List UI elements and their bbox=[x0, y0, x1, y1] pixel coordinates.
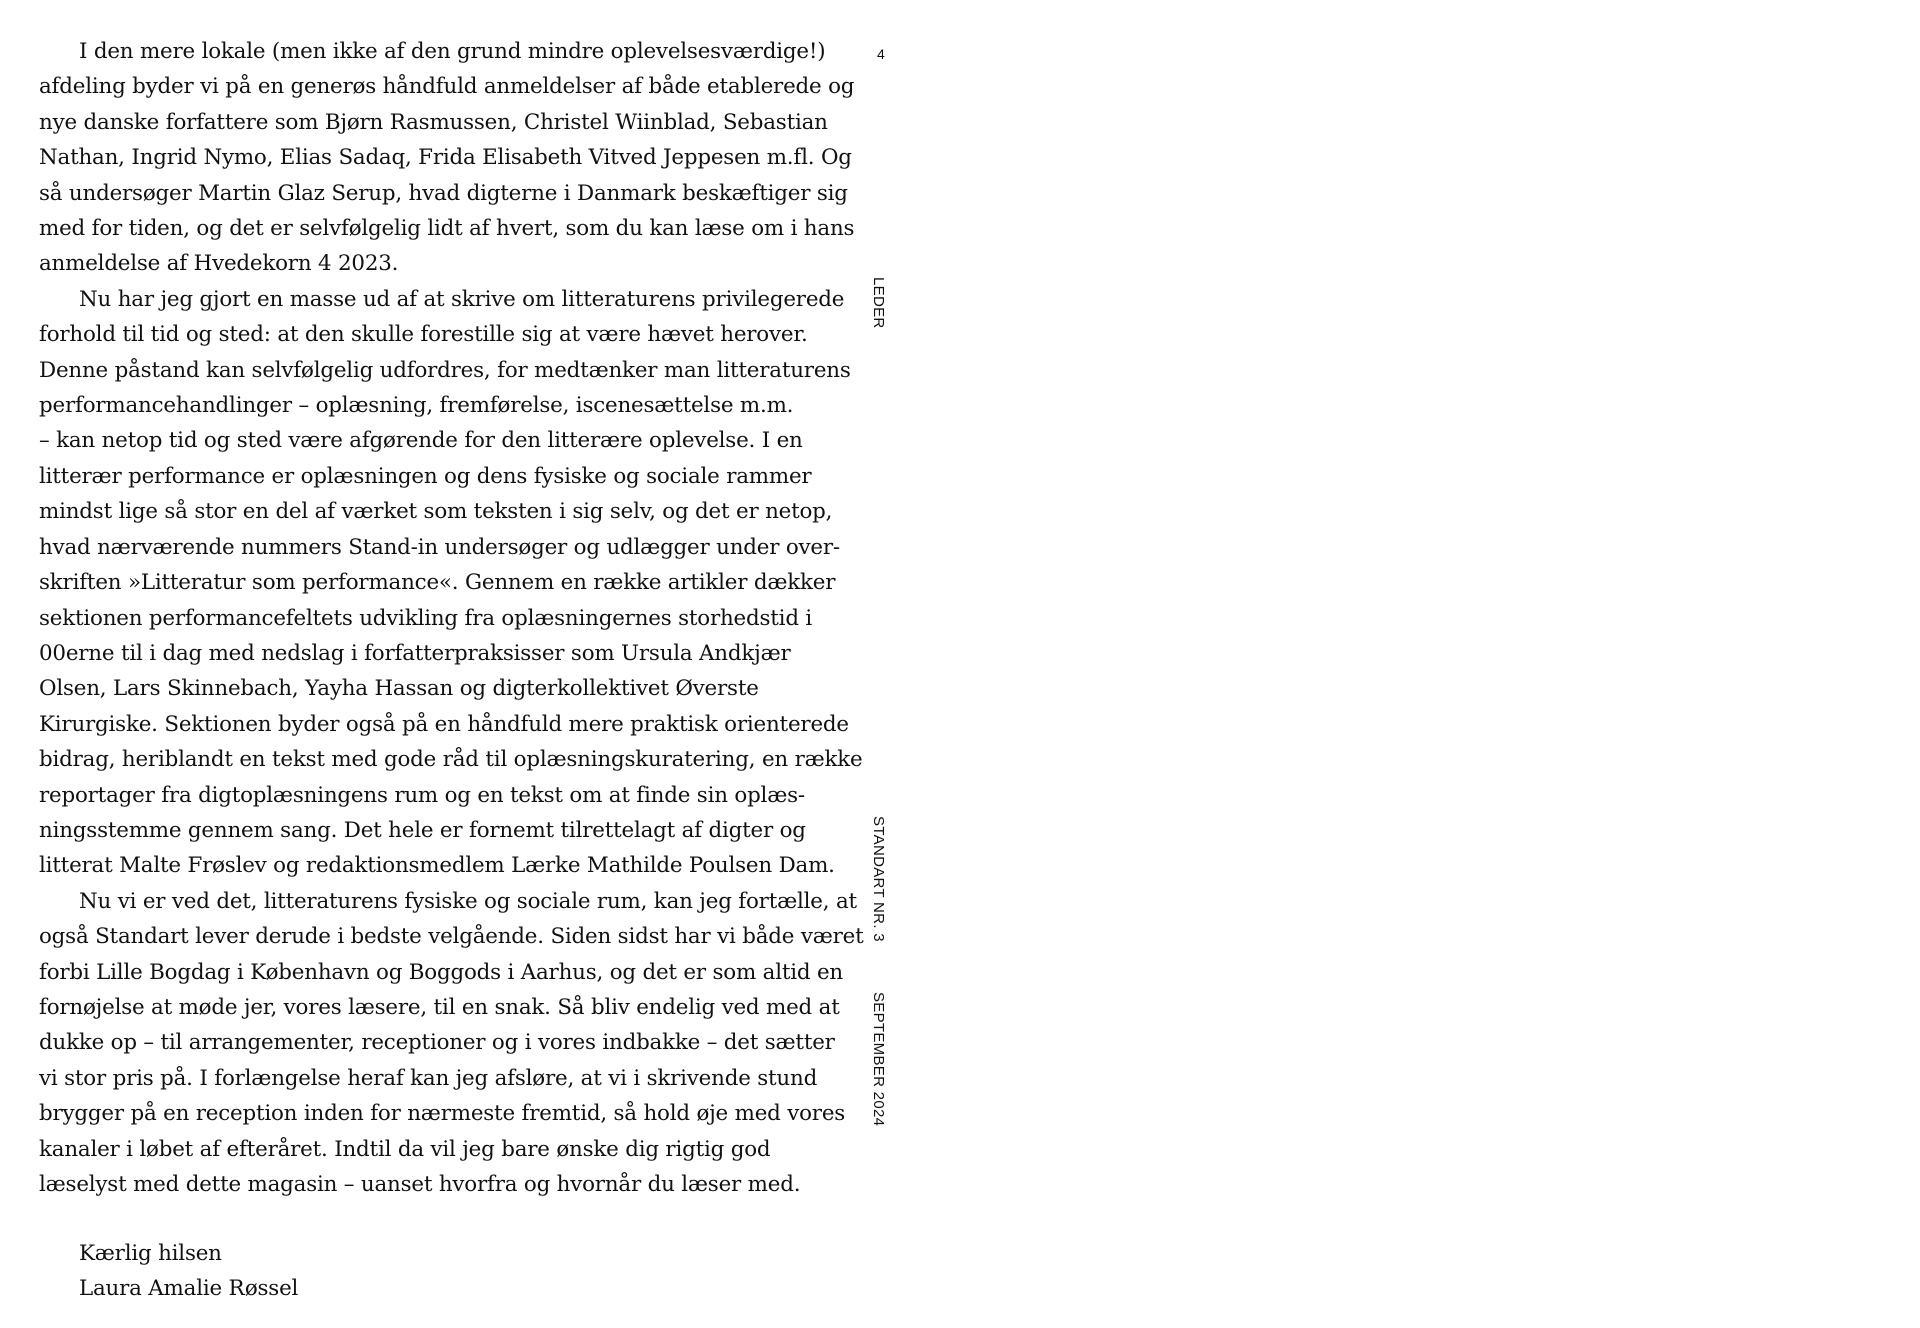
running-head-section: LEDER bbox=[870, 277, 887, 329]
text-line: Olsen, Lars Skinnebach, Yayha Hassan og digterkollektivet Øverste bbox=[39, 676, 759, 702]
closing-block bbox=[79, 1236, 298, 1307]
text-line: forhold til tid og sted: at den skulle forestille sig at være hævet herover. bbox=[39, 322, 808, 348]
text-line: fornøjelse at møde jer, vores læsere, til en snak. Så bliv endelig ved med at bbox=[39, 994, 840, 1020]
text-line: bidrag, heriblandt en tekst med gode råd til oplæsningskuratering, en række bbox=[39, 747, 863, 773]
text-line: performancehandlinger – oplæsning, fremførelse, iscenesættelse m.m. bbox=[39, 393, 794, 419]
text-line: anmeldelse af Hvedekorn 4 2023. bbox=[39, 251, 399, 277]
page-number: 4 bbox=[877, 46, 885, 62]
text-line: brygger på en reception inden for nærmeste fremtid, så hold øje med vores bbox=[39, 1101, 846, 1127]
text-line: dukke op – til arrangementer, receptioner og i vores indbakke – det sætter bbox=[39, 1030, 835, 1056]
text-line: reportager fra digtoplæsningens rum og en tekst om at finde sin oplæs- bbox=[39, 782, 805, 808]
text-line: Denne påstand kan selvfølgelig udfordres, for medtænker man litteraturens bbox=[39, 357, 851, 383]
text-line: vi stor pris på. I forlængelse heraf kan jeg afsløre, at vi i skrivende stund bbox=[39, 1065, 818, 1091]
text-line: Nu har jeg gjort en masse ud af at skrive om litteraturens privilegerede bbox=[79, 286, 845, 312]
text-line: forbi Lille Bogdag i København og Boggods i Aarhus, og det er som altid en bbox=[39, 959, 844, 985]
paragraph-3 bbox=[39, 884, 864, 1203]
text-line: Nu vi er ved det, litteraturens fysiske og sociale rum, kan jeg fortælle, at bbox=[79, 888, 857, 914]
closing-greeting: Kærlig hilsen bbox=[79, 1241, 222, 1266]
text-line: Nathan, Ingrid Nymo, Elias Sadaq, Frida Elisabeth Vitved Jeppesen m.fl. Og bbox=[39, 145, 852, 171]
text-line: 00erne til i dag med nedslag i forfatterpraksisser som Ursula Andkjær bbox=[39, 640, 791, 666]
text-line: hvad nærværende nummers Stand-in undersøger og udlægger under over- bbox=[39, 534, 840, 560]
text-line: skriften »Litteratur som performance«. Gennem en række artikler dækker bbox=[39, 570, 836, 596]
running-head-issue: STANDART NR. 3 bbox=[870, 816, 887, 942]
text-line: læselyst med dette magasin – uanset hvorfra og hvornår du læser med. bbox=[39, 1172, 801, 1197]
text-line: litterær performance er oplæsningen og dens fysiske og sociale rammer bbox=[39, 463, 812, 489]
text-line: Kirurgiske. Sektionen byder også på en håndfuld mere praktisk orienterede bbox=[39, 711, 849, 737]
text-line: med for tiden, og det er selvfølgelig lidt af hvert, som du kan læse om i hans bbox=[39, 216, 855, 242]
text-line: sektionen performancefeltets udvikling fra oplæsningernes storhedstid i bbox=[39, 605, 813, 631]
text-line: afdeling byder vi på en generøs håndfuld anmeldelser af både etablerede og bbox=[39, 74, 855, 100]
text-line: også Standart lever derude i bedste velgående. Siden sidst har vi både været bbox=[39, 924, 864, 950]
text-line: ningsstemme gennem sang. Det hele er fornemt tilrettelagt af digter og bbox=[39, 817, 806, 843]
text-line: kanaler i løbet af efteråret. Indtil da vil jeg bare ønske dig rigtig god bbox=[39, 1136, 771, 1162]
text-line: nye danske forfattere som Bjørn Rasmussen, Christel Wiinblad, Sebastian bbox=[39, 109, 828, 135]
text-line: litterat Malte Frøslev og redaktionsmedlem Lærke Mathilde Poulsen Dam. bbox=[39, 853, 835, 879]
text-line: I den mere lokale (men ikke af den grund mindre oplevelsesværdige!) bbox=[79, 39, 826, 64]
text-line: så undersøger Martin Glaz Serup, hvad digterne i Danmark beskæftiger sig bbox=[39, 180, 848, 206]
text-line: mindst lige så stor en del af værket som teksten i sig selv, og det er netop, bbox=[39, 499, 833, 525]
article-body bbox=[39, 34, 864, 1202]
paragraph-2 bbox=[39, 282, 863, 884]
text-line: – kan netop tid og sted være afgørende for den litterære oplevelse. I en bbox=[39, 428, 803, 454]
closing-signature: Laura Amalie Røssel bbox=[79, 1276, 299, 1302]
paragraph-1 bbox=[39, 34, 855, 282]
running-head-date: SEPTEMBER 2024 bbox=[870, 992, 887, 1127]
